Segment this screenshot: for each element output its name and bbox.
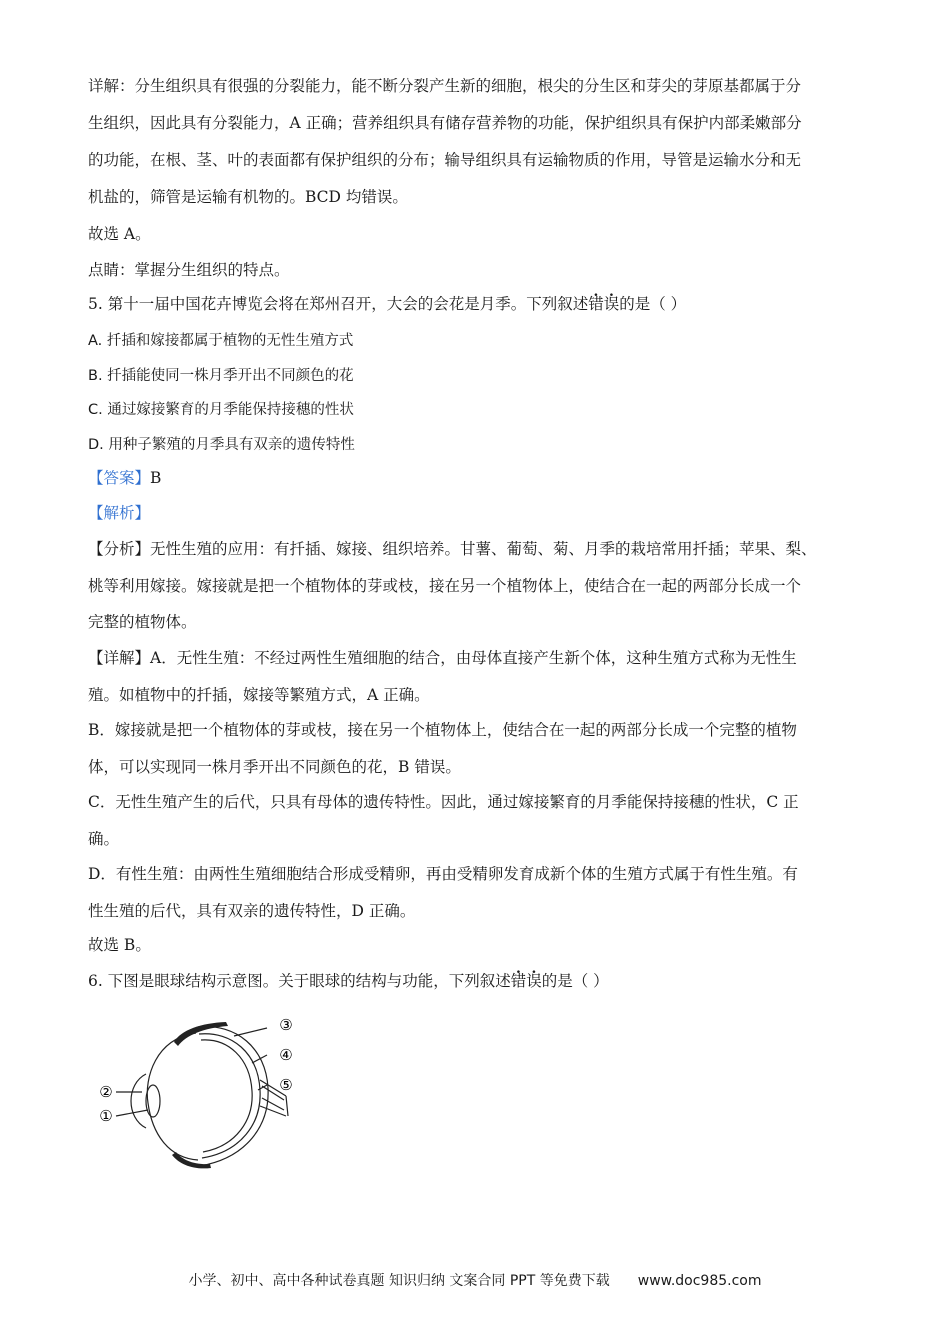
paragraph-line: 生组织，因此具有分裂能力，A 正确；营养组织具有储存营养物的功能，保护组织具有保护内部柔嫩部分 (88, 114, 802, 132)
emphasis-char: 误 (603, 295, 620, 313)
footer-text: 小学、初中、高中各种试卷真题 知识归纳 文案合同 PPT 等免费下载 (188, 1273, 610, 1289)
analysis-heading (88, 503, 878, 523)
conclusion-line: 故选 B。 (88, 936, 151, 954)
emphasis-char: 误 (526, 972, 542, 990)
analysis-line (88, 539, 878, 559)
answer-value: B (150, 469, 162, 487)
footer-website-link[interactable]: www.doc985.com (637, 1273, 762, 1289)
emphasis-char: 错 (588, 295, 604, 313)
stem-text: 的是（ ） (541, 972, 609, 990)
conclusion-line: 故选 A。 (88, 225, 151, 243)
leader-line-3 (234, 1028, 267, 1036)
page-footer (0, 1270, 950, 1290)
option-d: D. 用种子繁殖的月季具有双亲的遗传特性 (88, 437, 355, 453)
figure-label-4: ④ (279, 1046, 293, 1064)
paragraph-line: 的功能，在根、茎、叶的表面都有保护组织的分布；输导组织具有运输物质的作用，导管是运输水分和无 (88, 151, 802, 169)
detail-line: C．无性生殖产生的后代，只具有母体的遗传特性。因此，通过嫁接繁育的月季能保持接穗的性状，C 正 (88, 793, 799, 811)
tip-line: 点睛：掌握分生组织的特点。 (88, 261, 290, 279)
fenxi-tag: 【分析】 (88, 540, 151, 558)
stem-text: 5. 第十一届中国花卉博览会将在郑州召开，大会的会花是月季。下列叙述 (88, 295, 589, 313)
detail-line: 殖。如植物中的扦插，嫁接等繁殖方式，A 正确。 (88, 686, 430, 704)
eyeball-diagram (86, 1008, 326, 1178)
eyelid-lower (172, 1152, 211, 1168)
fenxi-text: 无性生殖的应用：有扦插、嫁接、组织培养。甘薯、葡萄、菊、月季的栽培常用扦插；苹果、梨、 (150, 540, 817, 558)
option-a: A. 扦插和嫁接都属于植物的无性生殖方式 (88, 333, 354, 349)
figure-label-5: ⑤ (279, 1076, 293, 1094)
paragraph-line: 详解：分生组织具有很强的分裂能力，能不断分裂产生新的细胞，根尖的分生区和芽尖的芽原基都属于分 (88, 77, 802, 95)
option-b: B. 扦插能使同一株月季开出不同颜色的花 (88, 368, 354, 384)
paragraph-line: 机盐的，筛管是运输有机物的。BCD 均错误。 (88, 188, 408, 206)
option-c: C. 通过嫁接繁育的月季能保持接穗的性状 (88, 402, 354, 418)
question-5-stem (88, 294, 878, 314)
analysis-line: 完整的植物体。 (88, 613, 197, 631)
figure-label-1: ① (99, 1107, 113, 1125)
detail-text: A．无性生殖：不经过两性生殖细胞的结合，由母体直接产生新个体，这种生殖方式称为无性生 (150, 649, 797, 667)
detail-line: B．嫁接就是把一个植物体的芽或枝，接在另一个植物体上，使结合在一起的两部分长成一个完整的植物 (88, 721, 797, 739)
detail-line: D．有性生殖：由两性生殖细胞结合形成受精卵，再由受精卵发育成新个体的生殖方式属于有性生殖。有 (88, 865, 798, 883)
emphasis-char: 错 (510, 972, 527, 990)
cornea (131, 1074, 146, 1128)
figure-label-3: ③ (279, 1016, 293, 1034)
detail-tag: 【详解】 (88, 649, 151, 667)
detail-line: 性生殖的后代，具有双亲的遗传特性，D 正确。 (88, 902, 416, 920)
question-6-stem (88, 971, 878, 991)
sclera-outline (147, 1033, 198, 1160)
retina-layer (201, 1040, 252, 1152)
analysis-tag: 【解析】 (88, 504, 151, 522)
answer-line (88, 468, 878, 488)
stem-text: 的是（ ） (619, 295, 687, 313)
detail-line: 体，可以实现同一株月季开出不同颜色的花，B 错误。 (88, 758, 461, 776)
detail-line (88, 648, 878, 668)
analysis-line: 桃等利用嫁接。嫁接就是把一个植物体的芽或枝，接在另一个植物体上，使结合在一起的两部分长成一个 (88, 577, 802, 595)
figure-label-2: ② (99, 1083, 113, 1101)
stem-text: 6. 下图是眼球结构示意图。关于眼球的结构与功能，下列叙述 (88, 972, 511, 990)
sclera-back (198, 1027, 268, 1166)
detail-line: 确。 (88, 830, 120, 848)
answer-tag: 【答案】 (88, 469, 151, 487)
